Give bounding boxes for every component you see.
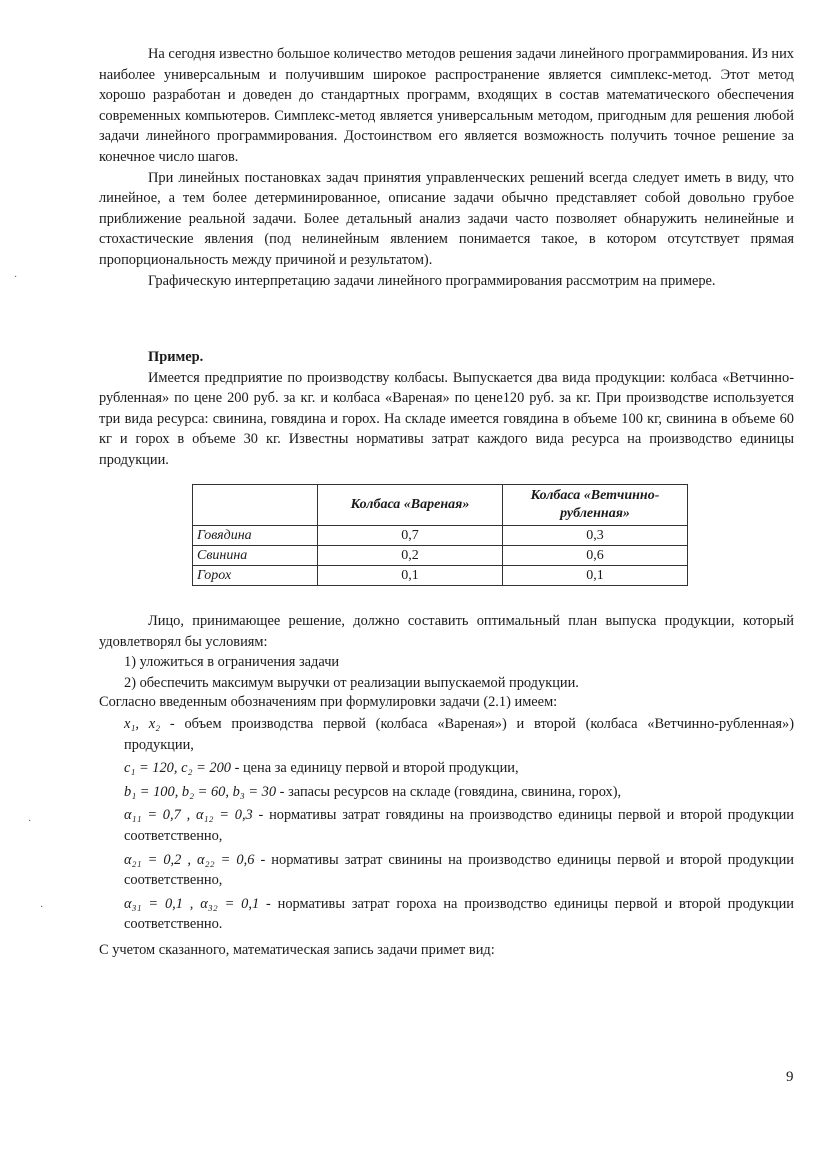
notation-item bbox=[124, 805, 794, 846]
notation-symbols: b₁ = 100, b₂ = 60, b₃ = 30 bbox=[124, 783, 277, 800]
notation-intro-text: Согласно введенным обозначениям при формулировки задачи (2.1) имеем: bbox=[99, 694, 558, 710]
list-item: 2) обеспечить максимум выручки от реализации выпускаемой продукции. bbox=[124, 674, 579, 691]
decision-paragraph: Лицо, принимающее решение, должно составить оптимальный план выпуска продукции, который удовлетворял бы условиям: bbox=[99, 613, 794, 650]
notation-item bbox=[124, 850, 794, 891]
closing-text: С учетом сказанного, математическая запись задачи примет вид: bbox=[99, 942, 495, 958]
cell-pork-boiled: 0,2 bbox=[318, 546, 503, 566]
resource-norms-table bbox=[192, 484, 688, 586]
notation-list bbox=[124, 714, 794, 938]
cell-beef-ham: 0,3 bbox=[503, 526, 688, 546]
notation-item bbox=[124, 714, 794, 755]
notation-symbols: α₂₁ = 0,2 , α₂₂ = 0,6 bbox=[124, 851, 255, 868]
notation-item bbox=[124, 758, 794, 779]
table-row bbox=[193, 546, 688, 566]
scan-speck: · bbox=[40, 902, 44, 913]
page-number: 9 bbox=[786, 1069, 794, 1085]
notation-symbols: c₁ = 120, c₂ = 200 bbox=[124, 760, 231, 777]
intro-section bbox=[99, 44, 794, 291]
notation-description: - нормативы затрат говядины на производство единицы первой и второй продукции соответственно, bbox=[124, 807, 795, 844]
notation-item bbox=[124, 894, 794, 935]
example-heading: Пример. bbox=[148, 349, 204, 365]
row-label-peas: Горох bbox=[193, 566, 318, 586]
notation-symbols: α₁₁ = 0,7 , α₁₂ = 0,3 bbox=[124, 807, 253, 824]
paragraph-linear-models: При линейных постановках задач принятия управленческих решений всегда следует иметь в виду, что линейное, а тем более детерминированное, описание задачи обычно представляет собой довольно грубое приближение реальной задачи. Более детальный анализ задачи часто позволяет обнаружить нелинейные и стохастические явления (под нелинейным явлением понимается такое, в котором отсутствует прямая пропорциональность между причиной и результатом). bbox=[99, 169, 794, 268]
row-label-beef: Говядина bbox=[193, 526, 318, 546]
closing-section bbox=[99, 940, 794, 961]
cell-beef-boiled: 0,7 bbox=[318, 526, 503, 546]
notation-symbols: x₁, x₂ bbox=[124, 716, 161, 732]
list-item: 1) уложиться в ограничения задачи bbox=[124, 654, 340, 670]
row-label-pork: Свинина bbox=[193, 546, 318, 566]
decision-intro bbox=[99, 611, 794, 652]
example-section bbox=[99, 347, 794, 471]
cell-peas-ham: 0,1 bbox=[503, 566, 688, 586]
notation-description: - нормативы затрат свинины на производство единицы первой и второй продукции соответственно, bbox=[124, 851, 795, 889]
cell-pork-ham: 0,6 bbox=[503, 546, 688, 566]
notation-description: - цена за единицу первой и второй продукции, bbox=[230, 760, 519, 777]
conditions-list bbox=[124, 652, 794, 693]
table-header-ham: Колбаса «Ветчинно-рубленная» bbox=[503, 485, 688, 526]
notation-symbols: α₃₁ = 0,1 , α₃₂ = 0,1 bbox=[124, 895, 260, 912]
scan-speck: · bbox=[28, 816, 32, 827]
notation-description: - нормативы затрат гороха на производство единицы первой и второй продукции соответственно. bbox=[124, 895, 794, 933]
scan-speck: · bbox=[14, 272, 18, 283]
notation-intro bbox=[99, 692, 794, 713]
table-header-corner bbox=[193, 485, 318, 526]
example-text: Имеется предприятие по производству колбасы. Выпускается два вида продукции: колбаса «Ветчинно-рубленная» по цене 200 руб. за кг. и колбаса «Вареная» по цене120 руб. за кг. При производстве используется три вида ресурса: свинина, говядина и горох. На складе имеется говядина в объеме 100 кг, свинина в объеме 60 кг и горох в объеме 30 кг. Известны нормативы затрат каждого вида ресурса на производство единицы продукции. bbox=[99, 369, 794, 468]
table-header-boiled: Колбаса «Вареная» bbox=[318, 485, 503, 526]
notation-description: - запасы ресурсов на складе (говядина, свинина, горох), bbox=[276, 783, 622, 800]
paragraph-simplex: На сегодня известно большое количество методов решения задачи линейного программирования. Из них наиболее универсальным и получившим широкое распространение является симплекс-метод. Этот метод хорошо разработан и доведен до стандартных программ, входящих в состав математического обеспечения современных компьютеров. Симплекс-метод является универсальным методом, пригодным для решения любой задачи линейного программирования. Достоинством его является возможность получить точное решение за конечное число шагов. bbox=[99, 46, 794, 165]
paragraph-graphic-interpretation: Графическую интерпретацию задачи линейного программирования рассмотрим на примере. bbox=[148, 272, 716, 289]
table-row bbox=[193, 566, 688, 586]
notation-description: - объем производства первой (колбаса «Вареная») и второй (колбаса «Ветчинно-рубленная») продукции, bbox=[124, 716, 794, 753]
table-header-row bbox=[193, 485, 688, 526]
cell-peas-boiled: 0,1 bbox=[318, 566, 503, 586]
table-row bbox=[193, 526, 688, 546]
notation-item bbox=[124, 782, 794, 803]
